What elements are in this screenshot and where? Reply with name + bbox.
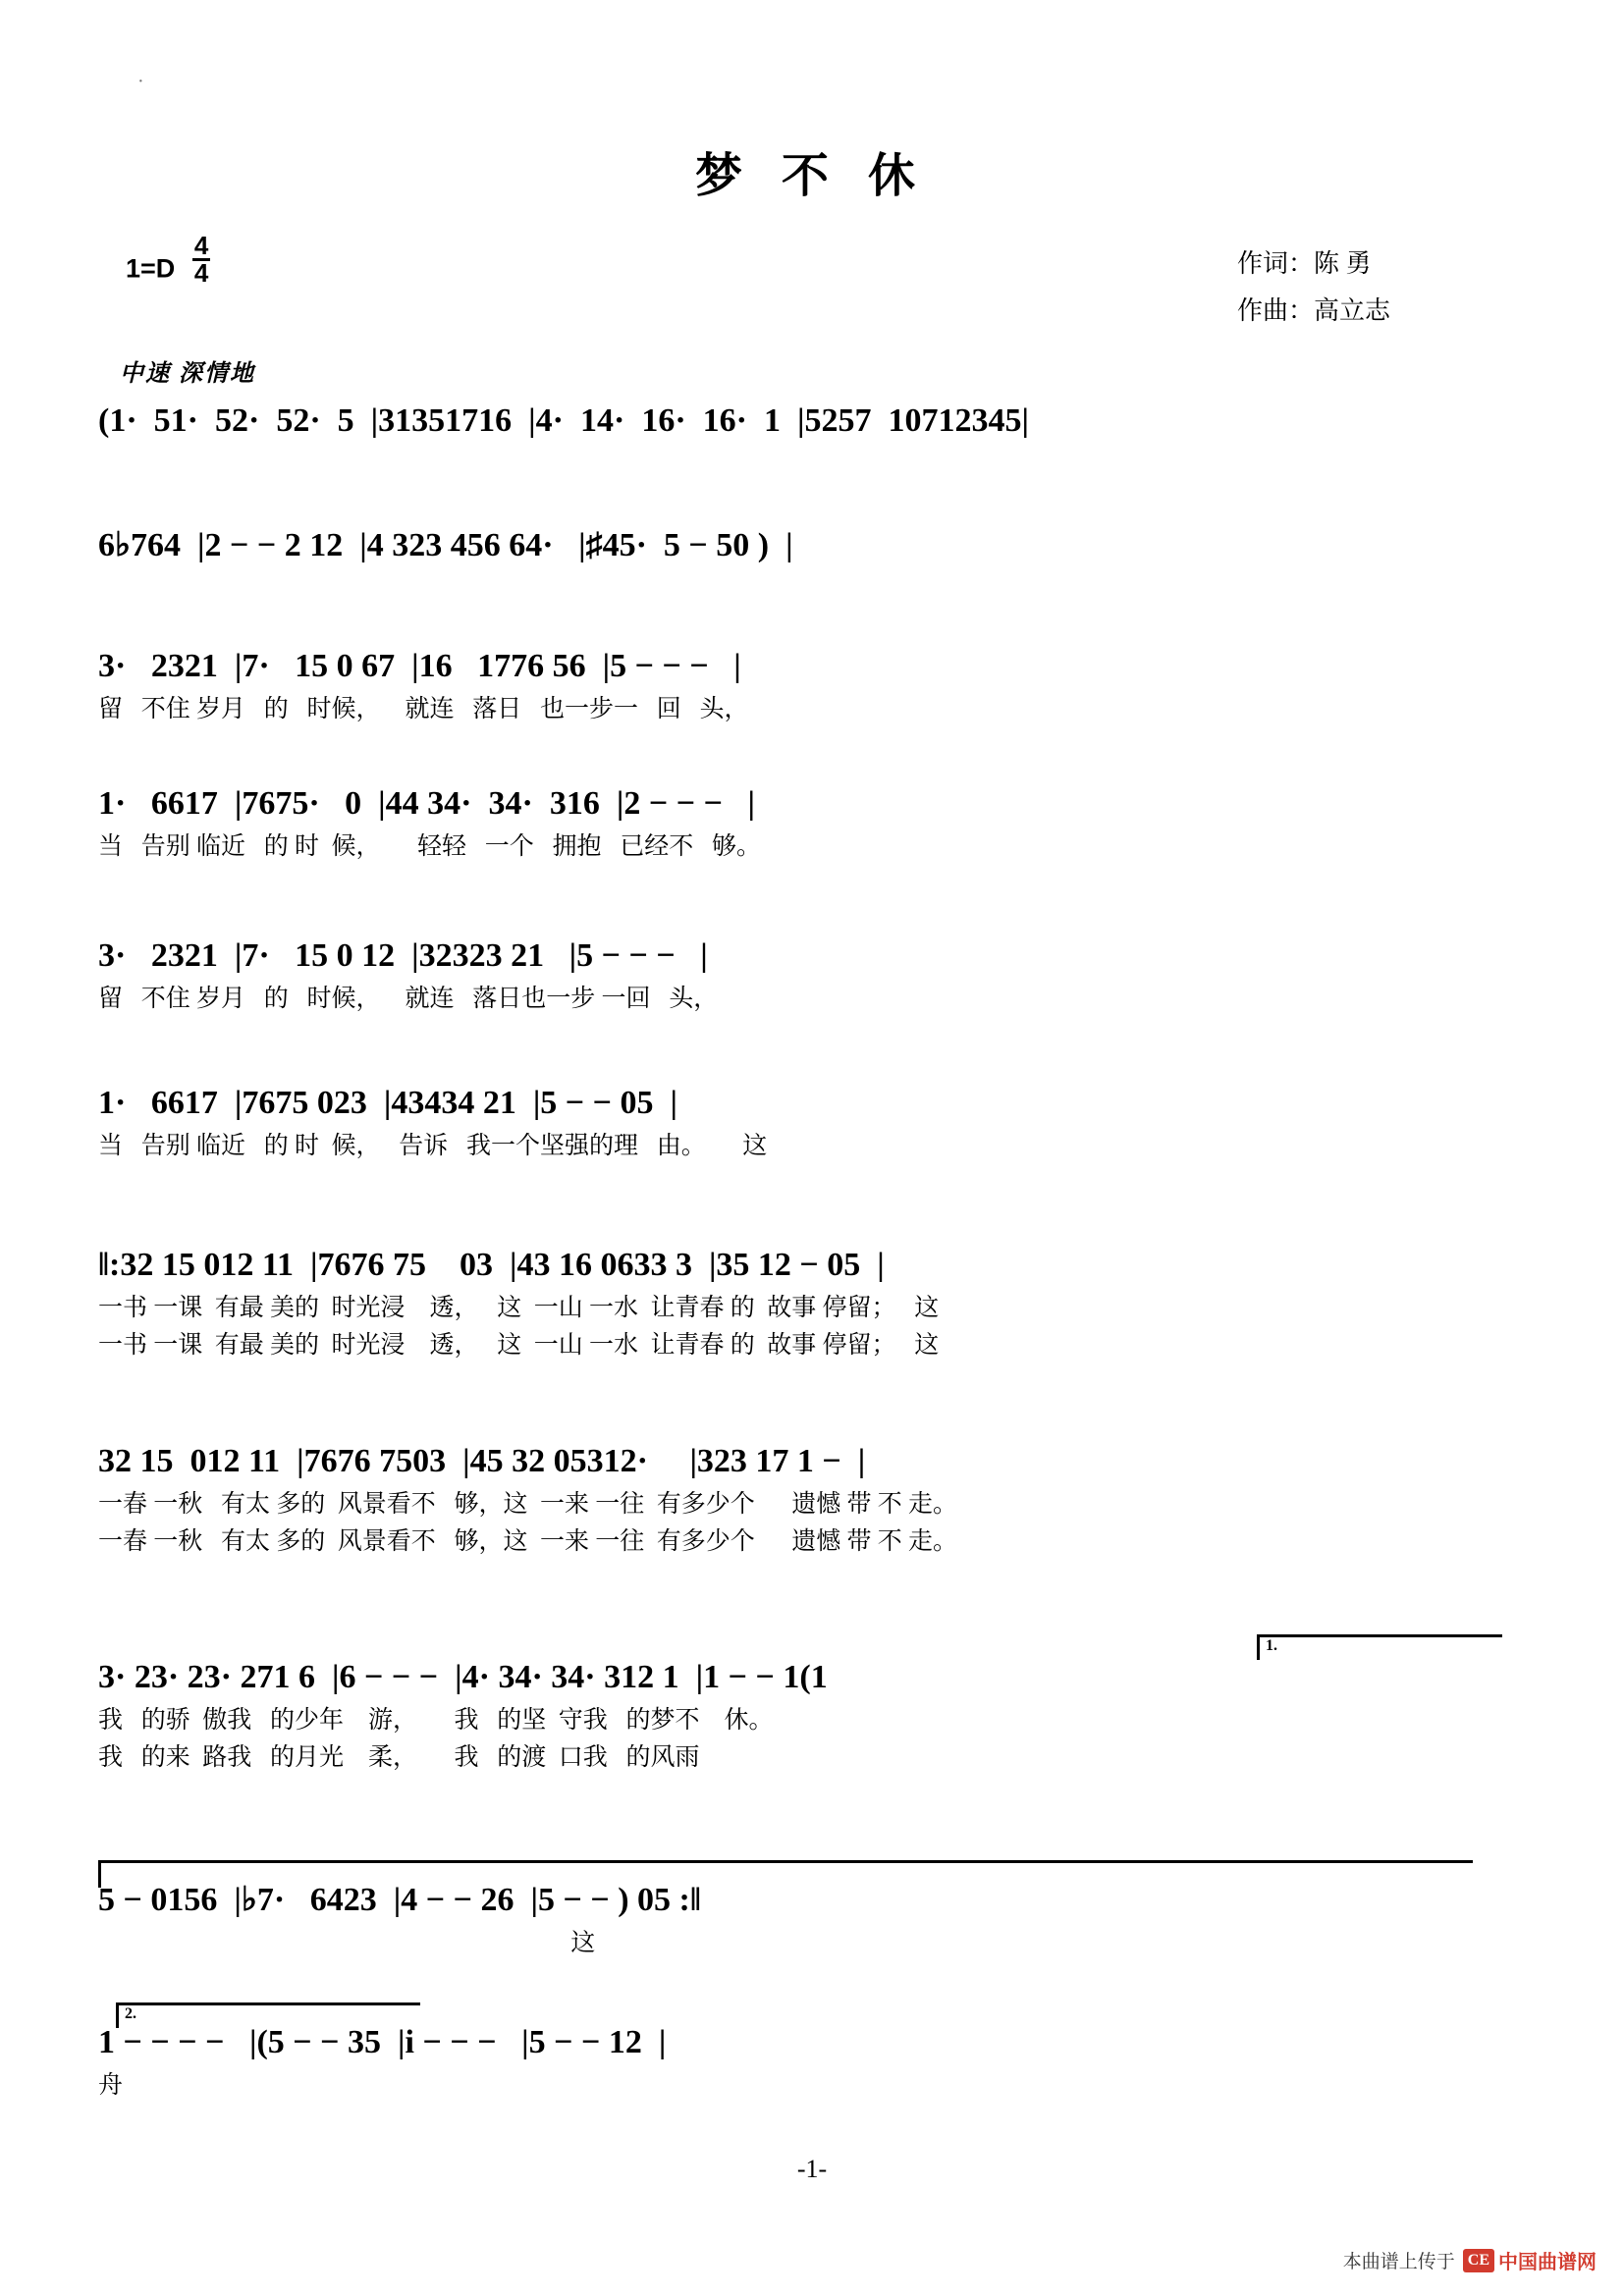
time-signature-numerator: 4 [193, 231, 209, 260]
lyrics-line-1: 这 [98, 1930, 596, 1956]
lyrics-line-1: 一春 一秋 有太 多的 风景看不 够，这 一来 一往 有多少个 遗憾 带 不 走。 [98, 1491, 958, 1518]
time-signature [192, 231, 210, 288]
key-text: 1=D [126, 253, 176, 284]
system-7 [98, 1247, 1542, 1361]
credits [1237, 240, 1390, 335]
notes-line: 1 − − − − |(5 − − 35 |i − − − |5 − − 12 | [98, 2024, 667, 2060]
footer-watermark [1343, 2246, 1597, 2274]
lyrics-line-1: 留 不住 岁月 的 时候， 就连 落日 也一步一 回 头， [98, 696, 749, 722]
notes-line: 5 − 0156 |♭7· 6423 |4 − − 26 |5 − − ) 05 :‖ [98, 1882, 701, 1918]
lyrics-line-1: 当 告别 临近 的 时 候， 告诉 我一个坚强的理 由。 这 [98, 1133, 768, 1159]
lyrics-line-1: 当 告别 临近 的 时 候， 轻轻 一个 拥抱 已经不 够。 [98, 833, 762, 860]
composer: 作曲：高立志 [1236, 296, 1390, 326]
volta-label: 1. [1266, 1637, 1277, 1654]
stray-mark: · [137, 71, 144, 92]
footer-text: 本曲谱上传于 [1342, 2252, 1455, 2272]
tempo-marking: 中速 深情地 [120, 361, 255, 387]
system-6 [98, 1085, 1542, 1161]
page-number: -1- [796, 2155, 828, 2183]
notes-line: 3· 2321 |7· 15 0 67 |16 1776 56 |5 − − − | [98, 648, 741, 684]
notes-line: 3· 23· 23· 271 6 |6 − − − |4· 34· 34· 312 1 |1 − − 1(1 [98, 1659, 828, 1695]
site-name: 中国曲谱网 [1498, 2252, 1597, 2273]
system-8 [98, 1443, 1542, 1557]
lyrics-line-2: 一春 一秋 有太 多的 风景看不 够，这 一来 一往 有多少个 遗憾 带 不 走。 [98, 1528, 958, 1555]
system-3 [98, 648, 1542, 724]
system-9 [98, 1659, 1542, 1773]
volta-label: 2. [125, 2005, 136, 2022]
system-5 [98, 937, 1542, 1014]
lyrics-line-1: 留 不住 岁月 的 时候， 就连 落日也一步 一回 头， [98, 986, 719, 1012]
notes-line: 1· 6617 |7675 023 |43434 21 |5 − − 05 | [98, 1085, 678, 1121]
notes-line: 32 15 012 11 |7676 7503 |45 32 05312· |323 17 1 − | [98, 1443, 866, 1479]
system-11 [98, 2024, 1542, 2101]
system-2 [98, 525, 1542, 564]
notes-line: (1· 51· 52· 52· 5 |31351716 |4· 14· 16· 16· 1 |5257 10712345| [98, 402, 1029, 439]
notes-line: 1· 6617 |7675· 0 |44 34· 34· 316 |2 − − − | [98, 785, 755, 822]
lyrics-line-2: 一书 一课 有最 美的 时光浸 透， 这 一山 一水 让青春 的 故事 停留； 这 [98, 1332, 940, 1359]
lyrics-line-1: 我 的骄 傲我 的少年 游， 我 的坚 守我 的梦不 休。 [98, 1707, 774, 1734]
notes-line: 6♭764 |2 − − 2 12 |4 323 456 64· |♯45· 5 − 50 ) | [98, 527, 793, 563]
key-signature [126, 231, 210, 288]
notes-line: ‖:32 15 012 11 |7676 75 03 |43 16 0633 3 |35 12 − 05 | [98, 1247, 885, 1283]
lyrics-line-1: 一书 一课 有最 美的 时光浸 透， 这 一山 一水 让青春 的 故事 停留； 这 [98, 1295, 940, 1321]
repeat-wrap-rule [98, 1860, 1473, 1863]
time-signature-denominator: 4 [193, 257, 209, 288]
system-4 [98, 785, 1542, 862]
lyrics-line-2: 我 的来 路我 的月光 柔， 我 的渡 口我 的风雨 [98, 1744, 700, 1771]
lyricist: 作词：陈 勇 [1236, 249, 1372, 278]
system-10 [98, 1880, 1542, 1958]
notes-line: 3· 2321 |7· 15 0 12 |32323 21 |5 − − − | [98, 937, 708, 974]
page-title: 梦 不 休 [694, 150, 929, 202]
site-logo-icon: CE [1463, 2249, 1494, 2272]
lyrics-line-1: 舟 [98, 2072, 124, 2099]
volta-1 [1257, 1634, 1502, 1660]
system-1 [98, 402, 1542, 440]
